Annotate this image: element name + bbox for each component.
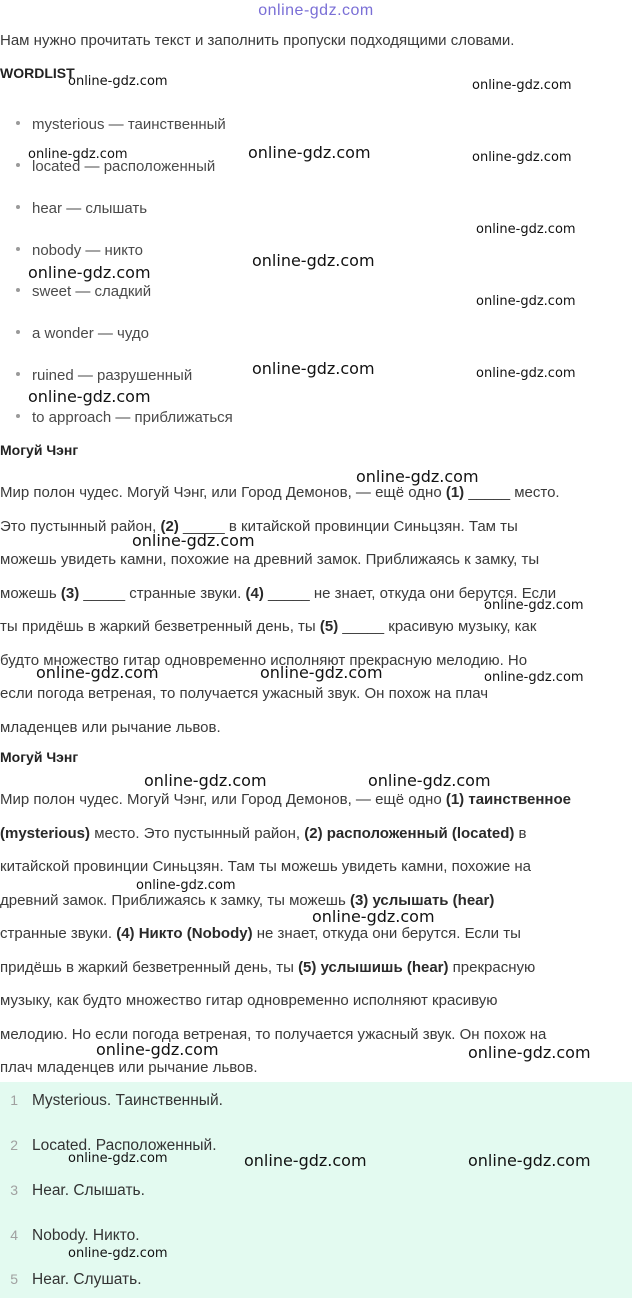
task-line: если погода ветреная, то получается ужасный звук. Он похож на плач xyxy=(0,685,489,702)
answer-item: 3 Hear. Слышать. xyxy=(10,1182,145,1199)
wordlist-item: a wonder — чудо xyxy=(16,325,149,342)
watermark: online-gdz.com xyxy=(136,878,236,893)
watermark: online-gdz.com xyxy=(484,670,584,685)
watermark: online-gdz.com xyxy=(312,907,435,926)
watermark: online-gdz.com xyxy=(252,251,375,270)
watermark: online-gdz.com xyxy=(476,366,576,381)
watermark: online-gdz.com xyxy=(244,1151,367,1170)
watermark: online-gdz.com xyxy=(476,294,576,309)
task-line: будто множество гитар одновременно исполняют прекрасную мелодию. Но xyxy=(0,651,528,669)
watermark: online-gdz.com xyxy=(28,263,151,282)
bullet-icon xyxy=(16,247,20,251)
watermark: online-gdz.com xyxy=(368,771,491,790)
watermark: online-gdz.com xyxy=(36,663,159,682)
watermark: online-gdz.com xyxy=(468,1151,591,1170)
watermark: online-gdz.com xyxy=(132,531,255,550)
solution-text xyxy=(0,783,630,1085)
watermark: online-gdz.com xyxy=(260,663,383,682)
answer-item: 4 Nobody. Никто. xyxy=(10,1227,140,1244)
task-title: Могуй Чэнг xyxy=(0,442,79,458)
solution-line: мелодию. Но если погода ветреная, то получается ужасный звук. Он похож на xyxy=(0,1025,547,1043)
watermark: online-gdz.com xyxy=(248,143,371,162)
bullet-icon xyxy=(16,163,20,167)
watermark: online-gdz.com xyxy=(252,359,375,378)
solution-line: странные звуки. (4) Никто (Nobody) не знает, откуда они берутся. Если ты xyxy=(0,925,521,942)
answer-item: 5 Hear. Слушать. xyxy=(10,1271,142,1288)
solution-title: Могуй Чэнг xyxy=(0,749,79,765)
wordlist-title: WORDLIST xyxy=(0,65,75,81)
watermark: online-gdz.com xyxy=(356,467,479,486)
answer-item: 2 Located. Расположенный. xyxy=(10,1137,217,1154)
site-header-url[interactable]: online-gdz.com xyxy=(258,2,374,19)
watermark: online-gdz.com xyxy=(68,1151,168,1166)
watermark: online-gdz.com xyxy=(96,1040,219,1059)
watermark: online-gdz.com xyxy=(28,147,128,162)
watermark: online-gdz.com xyxy=(472,150,572,165)
task-line: Это пустынный район, (2) _____ в китайской провинции Синьцзян. Там ты xyxy=(0,517,518,535)
bullet-icon xyxy=(16,414,20,418)
bullet-icon xyxy=(16,372,20,376)
intro-text: Нам нужно прочитать текст и заполнить пропуски подходящими словами. xyxy=(0,32,515,49)
watermark: online-gdz.com xyxy=(484,598,584,613)
wordlist-item: to approach — приближаться xyxy=(16,409,233,426)
watermark: online-gdz.com xyxy=(476,222,576,237)
task-line: ты придёшь в жаркий безветренный день, ты (5) _____ красивую музыку, как xyxy=(0,618,537,635)
task-line: можешь увидеть камни, похожие на древний замок. Приближаясь к замку, ты xyxy=(0,551,540,568)
solution-line: плач младенцев или рычание львов. xyxy=(0,1059,258,1076)
watermark: online-gdz.com xyxy=(68,1246,168,1261)
watermark: online-gdz.com xyxy=(68,74,168,89)
watermark: online-gdz.com xyxy=(144,771,267,790)
watermark: online-gdz.com xyxy=(472,78,572,93)
wordlist-item: mysterious — таинственный xyxy=(16,116,226,133)
solution-line: музыку, как будто множество гитар одновременно исполняют красивую xyxy=(0,992,498,1009)
solution-line: придёшь в жаркий безветренный день, ты (5) услышишь (hear) прекрасную xyxy=(0,958,536,976)
solution-line: древний замок. Приближаясь к замку, ты можешь (3) услышать (hear) xyxy=(0,891,495,909)
bullet-icon xyxy=(16,330,20,334)
wordlist-item: located — расположенный xyxy=(16,158,215,175)
wordlist-item: sweet — сладкий xyxy=(16,283,151,300)
solution-line: Мир полон чудес. Могуй Чэнг, или Город Демонов, — ещё одно (1) таинственное xyxy=(0,791,571,808)
task-line: Мир полон чудес. Могуй Чэнг, или Город Демонов, — ещё одно (1) _____ место. xyxy=(0,484,560,501)
wordlist-item: nobody — никто xyxy=(16,242,143,259)
watermark: online-gdz.com xyxy=(468,1043,591,1062)
bullet-icon xyxy=(16,205,20,209)
solution-line: (mysterious) место. Это пустынный район, (2) расположенный (located) в xyxy=(0,824,527,842)
bullet-icon xyxy=(16,121,20,125)
wordlist-item: ruined — разрушенный xyxy=(16,367,192,384)
task-line: можешь (3) _____ странные звуки. (4) _____ не знает, откуда они берутся. Если xyxy=(0,584,557,602)
solution-line: китайской провинции Синьцзян. Там ты можешь увидеть камни, похожие на xyxy=(0,858,531,875)
bullet-icon xyxy=(16,288,20,292)
wordlist-item: hear — слышать xyxy=(16,200,147,217)
watermark: online-gdz.com xyxy=(28,387,151,406)
answer-item: 1 Mysterious. Таинственный. xyxy=(10,1092,223,1109)
task-line: младенцев или рычание львов. xyxy=(0,718,221,736)
